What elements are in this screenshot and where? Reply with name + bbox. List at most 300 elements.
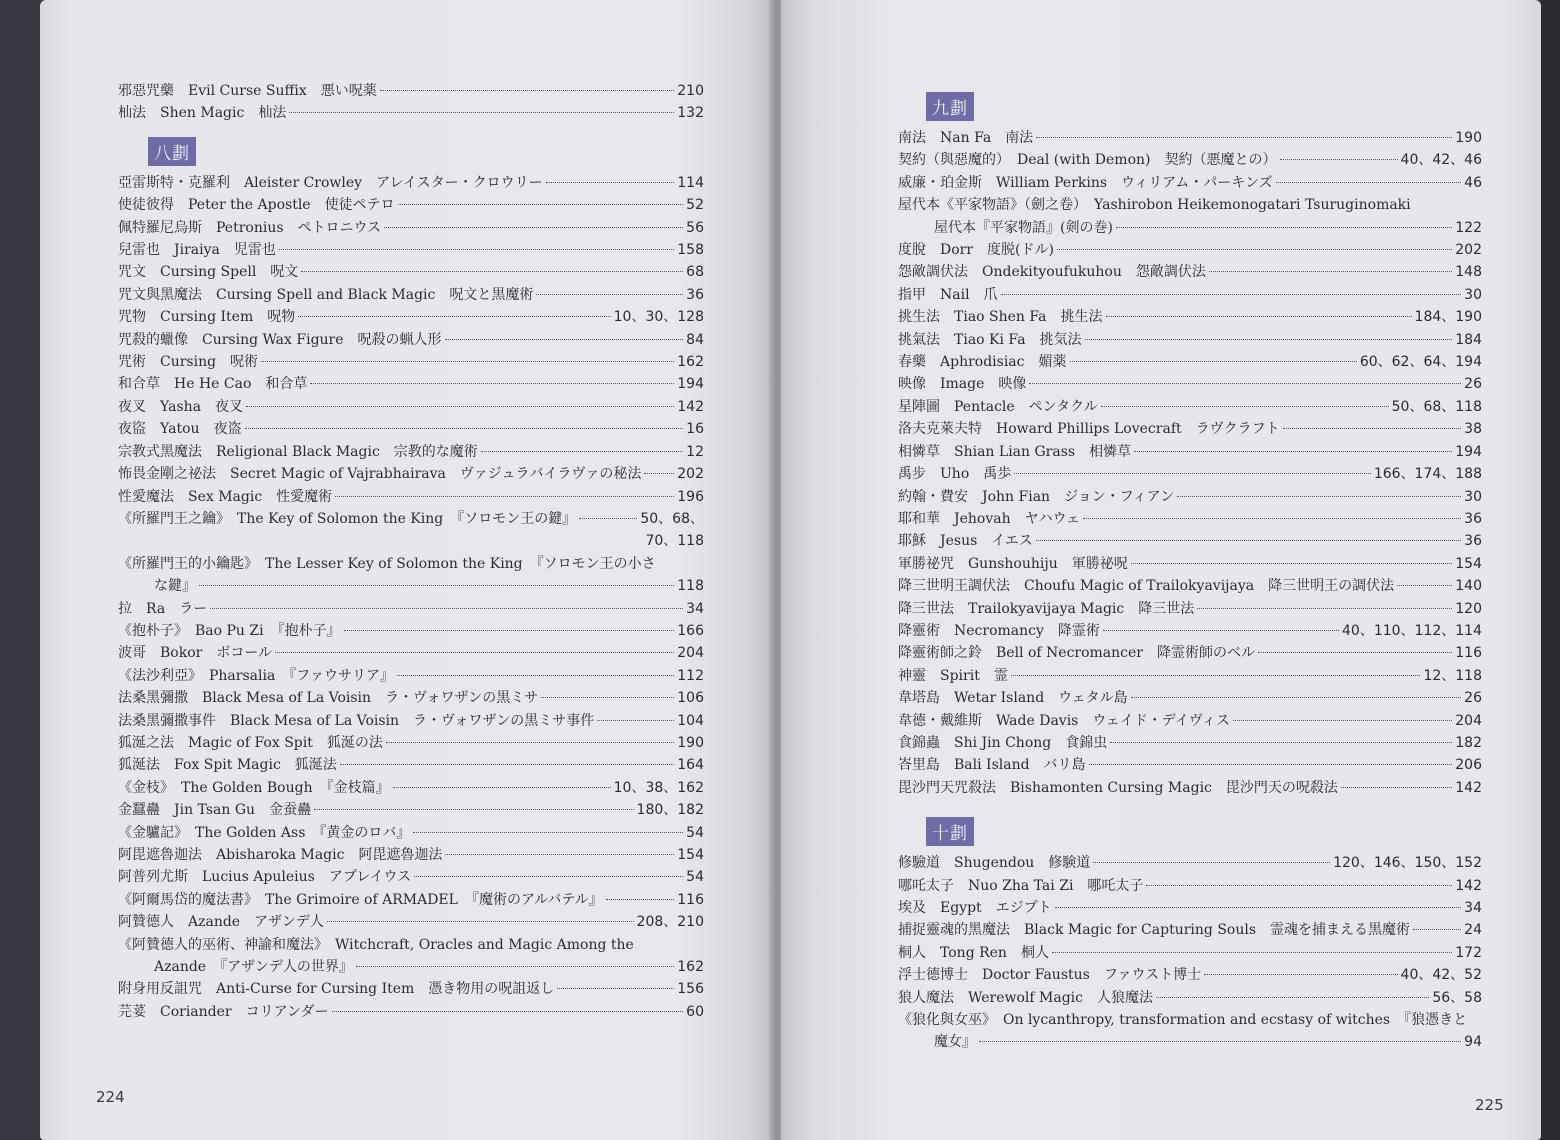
leader-dots xyxy=(314,809,633,810)
index-entry xyxy=(118,373,704,395)
leader-dots xyxy=(1103,630,1339,631)
leader-dots xyxy=(279,249,674,250)
entry-term-continuation: 魔女』 xyxy=(934,1034,976,1051)
index-entry xyxy=(898,553,1482,575)
index-entry xyxy=(118,172,704,194)
entry-page: 30 xyxy=(1464,488,1482,505)
entry-page: 54 xyxy=(686,824,704,841)
leader-dots xyxy=(1070,361,1357,362)
index-entry xyxy=(898,351,1482,373)
leader-dots xyxy=(1233,720,1452,721)
entry-page: 60、62、64、194 xyxy=(1359,354,1482,371)
section-heading-10: 十劃 xyxy=(926,817,974,846)
entry-page: 46 xyxy=(1464,174,1482,191)
entry-page: 208、210 xyxy=(636,914,704,931)
leader-dots xyxy=(275,652,674,653)
leader-dots xyxy=(1280,159,1398,160)
leader-dots xyxy=(1083,518,1461,519)
leader-dots xyxy=(1146,885,1452,886)
entry-term: 咒殺的蠟像 Cursing Wax Figure 呪殺の蝋人形 xyxy=(118,331,442,348)
entry-term: 《金枝》 The Golden Bough 『金枝篇』 xyxy=(118,779,390,796)
entry-page: 204 xyxy=(1455,712,1482,729)
index-entry xyxy=(898,754,1482,776)
entry-term: 約翰・費安 John Fian ジョン・フィアン xyxy=(898,488,1175,505)
leader-dots xyxy=(536,294,683,295)
leader-dots xyxy=(344,630,675,631)
index-entry xyxy=(118,822,704,844)
leader-dots xyxy=(1106,316,1412,317)
leader-dots xyxy=(1052,952,1452,953)
index-entry xyxy=(118,844,704,866)
index-entry xyxy=(118,418,704,440)
entry-page: 50、68、 xyxy=(640,510,704,527)
entry-page: 26 xyxy=(1464,376,1482,393)
index-entry xyxy=(898,852,1482,874)
index-entry xyxy=(898,942,1482,964)
leader-dots xyxy=(340,764,674,765)
entry-page: 10、38、162 xyxy=(613,779,704,796)
entry-term: 芫荽 Coriander コリアンダー xyxy=(118,1003,329,1020)
entry-term: 契約（與惡魔的） Deal (with Demon) 契約（悪魔との） xyxy=(898,152,1277,169)
index-entry xyxy=(898,172,1482,194)
leader-dots xyxy=(1258,652,1452,653)
entry-page: 114 xyxy=(677,174,704,191)
entry-page: 140 xyxy=(1455,578,1482,595)
index-entry xyxy=(118,261,704,283)
entry-term: 耶和華 Jehovah ヤハウェ xyxy=(898,510,1081,527)
leader-dots xyxy=(245,428,684,429)
leader-dots xyxy=(1055,907,1461,908)
leader-dots xyxy=(310,383,674,384)
leader-dots xyxy=(579,518,637,519)
entry-page: 206 xyxy=(1455,757,1482,774)
index-entry xyxy=(898,710,1482,732)
entry-term: 《阿爾馬岱的魔法書》 The Grimoire of ARMADEL 『魔術のアルバテル』 xyxy=(118,891,603,908)
entry-page: 40、42、52 xyxy=(1400,967,1482,984)
entry-page: 182 xyxy=(1455,734,1482,751)
index-entry xyxy=(118,194,704,216)
leader-dots xyxy=(445,339,684,340)
entry-page: 84 xyxy=(686,331,704,348)
index-entry xyxy=(898,396,1482,418)
entry-term: 亞雷斯特・克羅利 Aleister Crowley アレイスター・クロウリー xyxy=(118,174,543,191)
index-entry xyxy=(118,620,704,642)
index-entry xyxy=(118,710,704,732)
index-entry xyxy=(898,987,1482,1009)
index-entry xyxy=(118,396,704,418)
leader-dots xyxy=(1413,929,1461,930)
entry-page: 12 xyxy=(686,443,704,460)
entry-page: 104 xyxy=(677,712,704,729)
leader-dots xyxy=(1001,294,1462,295)
entry-term-continuation: Azande 『アザンデ人の世界』 xyxy=(154,959,353,976)
leader-dots xyxy=(380,90,674,91)
entry-page: 54 xyxy=(686,869,704,886)
entry-term: 性愛魔法 Sex Magic 性愛魔術 xyxy=(118,488,333,505)
entry-term: 哪吒太子 Nuo Zha Tai Zi 哪吒太子 xyxy=(898,877,1144,894)
entry-term: 南法 Nan Fa 南法 xyxy=(898,130,1034,146)
index-entry xyxy=(898,149,1482,171)
entry-page: 26 xyxy=(1464,690,1482,707)
leader-dots xyxy=(1131,563,1453,564)
index-entry xyxy=(118,508,704,530)
entry-page: 16 xyxy=(686,421,704,438)
entry-page: 10、30、128 xyxy=(613,309,704,326)
entry-page: 202 xyxy=(677,466,704,483)
entry-page: 94 xyxy=(1464,1034,1482,1051)
leader-dots xyxy=(301,271,683,272)
entry-term: 金蠶蠱 Jin Tsan Gu 金蚕蠱 xyxy=(118,802,312,819)
entry-page: 180、182 xyxy=(636,802,704,819)
entry-term: 毘沙門天咒殺法 Bishamonten Cursing Magic 毘沙門天の呪殺法 xyxy=(898,779,1338,796)
index-entry xyxy=(118,463,704,485)
entry-term: 怨敵調伏法 Ondekityoufukuhou 怨敵調伏法 xyxy=(898,264,1206,281)
entry-term: 阿普列尤斯 Lucius Apuleius アプレイウス xyxy=(118,869,412,886)
leader-dots xyxy=(1177,496,1461,497)
leader-dots xyxy=(210,608,683,609)
entry-term: 使徒彼得 Peter the Apostle 使徒ペテロ xyxy=(118,197,395,214)
leader-dots xyxy=(414,876,683,877)
entry-term: 指甲 Nail 爪 xyxy=(898,286,998,303)
entry-term: 宗教式黑魔法 Religional Black Magic 宗教的な魔術 xyxy=(118,443,478,460)
entry-page: 122 xyxy=(1455,219,1482,236)
index-entry-continuation xyxy=(118,956,704,978)
index-entry xyxy=(898,964,1482,986)
entry-page: 142 xyxy=(1455,779,1482,796)
leader-dots xyxy=(597,720,674,721)
entry-term: 咒物 Cursing Item 呪物 xyxy=(118,309,296,326)
index-entry-continuation xyxy=(118,575,704,597)
entry-term: 咒術 Cursing 呪術 xyxy=(118,354,259,371)
index-entry xyxy=(898,642,1482,664)
entry-term: 降靈術師之鈴 Bell of Necromancer 降霊術師のベル xyxy=(898,645,1255,662)
leader-dots xyxy=(1156,997,1429,998)
index-entry xyxy=(118,441,704,463)
leader-dots xyxy=(1057,249,1452,250)
leader-dots xyxy=(541,697,674,698)
entry-term: 《金驢記》 The Golden Ass 『黄金のロバ』 xyxy=(118,824,411,841)
section-heading-9: 九劃 xyxy=(926,92,974,121)
entry-term: 法桑黑彌撒事件 Black Mesa of La Voisin ラ・ヴォワザンの黒ミサ事件 xyxy=(118,712,595,729)
entry-page: 38 xyxy=(1464,421,1482,438)
leader-dots xyxy=(332,1011,684,1012)
entry-page: 154 xyxy=(677,847,704,863)
entry-term: 咒文 Cursing Spell 呪文 xyxy=(118,264,299,281)
entry-term: 《法沙利亞》 Pharsalia 『ファウサリア』 xyxy=(118,667,395,684)
index-entry xyxy=(898,194,1482,216)
entry-page: 56、58 xyxy=(1432,989,1482,1006)
entry-page: 190 xyxy=(677,734,704,751)
leader-dots xyxy=(298,316,610,317)
entry-page: 106 xyxy=(677,690,704,707)
entry-page: 166、174、188 xyxy=(1373,466,1482,483)
index-entry xyxy=(118,239,704,261)
entry-term: 邪惡咒藥 Evil Curse Suffix 悪い呪薬 xyxy=(118,83,377,99)
index-entry xyxy=(898,239,1482,261)
entry-term: 法桑黑彌撒 Black Mesa of La Voisin ラ・ヴォワザンの黒ミサ xyxy=(118,690,539,707)
entry-term: 狼人魔法 Werewolf Magic 人狼魔法 xyxy=(898,989,1153,1006)
entry-page: 142 xyxy=(677,398,704,415)
entry-term: 韋德・戴維斯 Wade Davis ウェイド・デイヴィス xyxy=(898,712,1230,729)
index-entry xyxy=(118,799,704,821)
entry-term: 捕捉靈魂的黑魔法 Black Magic for Capturing Souls 霊魂を捕まえる黒魔術 xyxy=(898,922,1411,939)
entry-term: 桐人 Tong Ren 桐人 xyxy=(898,944,1049,961)
index-entry xyxy=(118,911,704,933)
entry-page: 118 xyxy=(677,578,704,595)
index-entry xyxy=(118,978,704,1000)
index-entry xyxy=(118,777,704,799)
entry-term: 《狼化與女巫》 On lycanthropy, transformation and ecstasy of witches 『狼憑きと xyxy=(898,1012,1468,1029)
index-entry xyxy=(898,441,1482,463)
leader-dots xyxy=(398,204,684,205)
entry-term: 降靈術 Necromancy 降霊術 xyxy=(898,622,1100,639)
leader-dots xyxy=(1011,675,1421,676)
entry-term: 禹步 Uho 禹歩 xyxy=(898,466,1012,483)
entry-page: 40、110、112、114 xyxy=(1342,622,1482,639)
leader-dots xyxy=(1397,585,1452,586)
entry-page: 120 xyxy=(1455,600,1482,617)
entry-term: 韋塔島 Wetar Island ウェタル島 xyxy=(898,690,1128,707)
entry-page: 184 xyxy=(1455,331,1482,348)
index-entry xyxy=(118,642,704,664)
index-entry xyxy=(898,875,1482,897)
index-entry xyxy=(118,351,704,373)
index-entry xyxy=(118,80,704,102)
entry-page: 154 xyxy=(1455,555,1482,572)
index-entry xyxy=(118,754,704,776)
entry-page: 116 xyxy=(677,891,704,908)
leader-dots xyxy=(481,451,683,452)
index-entry xyxy=(118,217,704,239)
index-entry-continuation xyxy=(898,217,1482,239)
index-entry xyxy=(898,508,1482,530)
entry-term: 挑氣法 Tiao Ki Fa 挑気法 xyxy=(898,331,1082,348)
leader-dots xyxy=(1197,608,1452,609)
index-entry xyxy=(118,598,704,620)
entry-term: 《抱朴子》 Bao Pu Zi 『抱朴子』 xyxy=(118,622,341,639)
entry-page: 194 xyxy=(1455,443,1482,460)
entry-page: 112 xyxy=(677,667,704,684)
leader-dots xyxy=(199,585,674,586)
leader-dots xyxy=(397,675,674,676)
entry-page-continuation: 70、118 xyxy=(645,533,704,550)
leader-dots xyxy=(1283,428,1462,429)
leader-dots xyxy=(606,899,675,900)
index-entry xyxy=(898,897,1482,919)
entry-page: 34 xyxy=(1464,900,1482,916)
index-entry xyxy=(898,1009,1482,1031)
entry-page: 202 xyxy=(1455,242,1482,259)
entry-term-continuation: な鍵』 xyxy=(154,578,196,595)
leader-dots xyxy=(1089,764,1453,765)
entry-term: 降三世法 Trailokyavijaya Magic 降三世法 xyxy=(898,600,1195,617)
entry-term: 相憐草 Shian Lian Grass 相憐草 xyxy=(898,443,1132,460)
entry-term: 星陣圖 Pentacle ペンタクル xyxy=(898,398,1098,415)
index-entry xyxy=(898,665,1482,687)
entry-page: 210 xyxy=(677,83,704,99)
index-entry xyxy=(898,284,1482,306)
entry-term: 屋代本《平家物語》（劍之卷） Yashirobon Heikemonogatari Tsuruginomaki xyxy=(898,197,1411,214)
entry-page: 164 xyxy=(677,757,704,774)
entry-term: 兒雷也 Jiraiya 児雷也 xyxy=(118,242,276,259)
index-entry xyxy=(898,620,1482,642)
index-entry xyxy=(898,486,1482,508)
entry-term: 波哥 Bokor ボコール xyxy=(118,645,273,662)
leader-dots xyxy=(386,742,674,743)
leader-dots xyxy=(1341,787,1452,788)
entry-page: 204 xyxy=(677,645,704,662)
index-entry xyxy=(898,463,1482,485)
left-section-entries xyxy=(118,172,704,1023)
index-entry xyxy=(118,102,704,124)
leader-dots xyxy=(1134,451,1452,452)
page-edge xyxy=(1541,0,1560,1140)
entry-page: 116 xyxy=(1455,645,1482,662)
entry-page: 50、68、118 xyxy=(1391,398,1482,415)
entry-term: 《阿贊德人的巫術、神諭和魔法》 Witchcraft, Oracles and Magic Among the xyxy=(118,936,634,953)
index-entry xyxy=(898,530,1482,552)
entry-page: 142 xyxy=(1455,877,1482,894)
entry-page: 196 xyxy=(677,488,704,505)
index-entry xyxy=(118,284,704,306)
index-entry xyxy=(118,306,704,328)
index-entry xyxy=(898,127,1482,149)
leader-dots xyxy=(546,182,675,183)
leader-dots xyxy=(393,787,611,788)
leader-dots xyxy=(1085,339,1453,340)
index-entry xyxy=(898,306,1482,328)
entry-page: 162 xyxy=(677,354,704,371)
entry-page: 60 xyxy=(686,1003,704,1020)
entry-term: 佩特羅尼烏斯 Petronius ペトロニウス xyxy=(118,219,382,236)
entry-term: 浮士德博士 Doctor Faustus ファウスト博士 xyxy=(898,967,1202,984)
entry-term: 峇里島 Bali Island バリ島 xyxy=(898,757,1086,774)
index-entry xyxy=(898,575,1482,597)
entry-term: 狐涎之法 Magic of Fox Spit 狐涎の法 xyxy=(118,734,383,751)
index-entry xyxy=(118,866,704,888)
index-entry-continuation xyxy=(898,1031,1482,1053)
entry-page: 166 xyxy=(677,622,704,639)
index-entry xyxy=(898,373,1482,395)
index-entry xyxy=(898,261,1482,283)
entry-page: 158 xyxy=(677,242,704,259)
left-top-entries xyxy=(118,80,704,125)
page-number-right: 225 xyxy=(1475,1096,1504,1114)
leader-dots xyxy=(384,227,683,228)
index-entry xyxy=(898,598,1482,620)
index-entry xyxy=(118,687,704,709)
entry-page: 36 xyxy=(1464,533,1482,550)
leader-dots xyxy=(335,496,674,497)
entry-term: 拉 Ra ラー xyxy=(118,600,208,617)
entry-term: 降三世明王調伏法 Choufu Magic of Trailokyavijaya 降三世明王の調伏法 xyxy=(898,578,1395,595)
section-10-entries xyxy=(898,852,1482,1054)
leader-dots xyxy=(1209,271,1452,272)
entry-term: 怖畏金剛之祕法 Secret Magic of Vajrabhairava ヴァジュラバイラヴァの秘法 xyxy=(118,466,642,483)
leader-dots xyxy=(1131,697,1462,698)
entry-page: 52 xyxy=(686,197,704,214)
leader-dots xyxy=(1116,227,1452,228)
index-entry xyxy=(118,553,704,575)
section-9-entries xyxy=(898,127,1482,799)
leader-dots xyxy=(644,473,674,474)
entry-term: 修驗道 Shugendou 修験道 xyxy=(898,855,1091,872)
entry-term: 阿毘遮魯迦法 Abisharoka Magic 阿毘遮魯迦法 xyxy=(118,847,443,863)
entry-page: 184、190 xyxy=(1414,309,1482,326)
left-index-column xyxy=(118,80,704,1023)
entry-term: 狐涎法 Fox Spit Magic 狐涎法 xyxy=(118,757,337,774)
leader-dots xyxy=(1036,137,1452,138)
leader-dots xyxy=(1204,974,1397,975)
entry-term: 杣法 Shen Magic 杣法 xyxy=(118,105,287,122)
entry-term: 《所羅門王之鑰》 The Key of Solomon the King 『ソロモン王の鍵』 xyxy=(118,510,577,527)
entry-term: 威廉・珀金斯 William Perkins ウィリアム・パーキンズ xyxy=(898,174,1273,191)
entry-term-continuation: 屋代本『平家物語』(剣の巻) xyxy=(934,219,1113,236)
index-entry-continuation xyxy=(118,530,704,552)
entry-term: 挑生法 Tiao Shen Fa 挑生法 xyxy=(898,309,1103,326)
index-entry xyxy=(898,329,1482,351)
entry-term: 度脫 Dorr 度脱(ドル) xyxy=(898,242,1054,259)
leader-dots xyxy=(979,1041,1461,1042)
leader-dots xyxy=(1110,742,1452,743)
leader-dots xyxy=(557,988,674,989)
index-entry xyxy=(898,687,1482,709)
entry-term: 夜盜 Yatou 夜盗 xyxy=(118,421,242,438)
index-entry xyxy=(898,919,1482,941)
entry-term: 神靈 Spirit 霊 xyxy=(898,667,1008,684)
entry-page: 194 xyxy=(677,376,704,393)
index-entry xyxy=(118,889,704,911)
leader-dots xyxy=(445,854,674,855)
entry-page: 120、146、150、152 xyxy=(1333,855,1482,872)
entry-page: 156 xyxy=(677,981,704,998)
leader-dots xyxy=(261,361,674,362)
index-entry xyxy=(898,418,1482,440)
entry-page: 34 xyxy=(686,600,704,617)
entry-page: 30 xyxy=(1464,286,1482,303)
leader-dots xyxy=(1276,182,1461,183)
entry-term: 埃及 Egypt エジプト xyxy=(898,900,1052,916)
leader-dots xyxy=(327,921,634,922)
leader-dots xyxy=(1029,383,1461,384)
index-entry xyxy=(118,329,704,351)
entry-term: 映像 Image 映像 xyxy=(898,376,1027,393)
entry-term: 阿贊德人 Azande アザンデ人 xyxy=(118,914,324,931)
entry-term: 《所羅門王的小鑰匙》 The Lesser Key of Solomon the King 『ソロモン王の小さ xyxy=(118,555,656,572)
entry-page: 24 xyxy=(1464,922,1482,939)
entry-term: 洛夫克萊夫特 Howard Phillips Lovecraft ラヴクラフト xyxy=(898,421,1280,438)
leader-dots xyxy=(1014,473,1371,474)
entry-term: 食錦蟲 Shi Jin Chong 食錦虫 xyxy=(898,734,1108,751)
entry-page: 40、42、46 xyxy=(1400,152,1482,169)
leader-dots xyxy=(246,406,674,407)
index-entry xyxy=(118,934,704,956)
index-entry xyxy=(898,777,1482,799)
index-entry xyxy=(118,486,704,508)
entry-term: 附身用反詛咒 Anti-Curse for Cursing Item 憑き物用の呪詛返し xyxy=(118,981,555,998)
entry-term: 和合草 He He Cao 和合草 xyxy=(118,376,308,393)
entry-page: 172 xyxy=(1455,944,1482,961)
leader-dots xyxy=(1101,406,1389,407)
entry-page: 190 xyxy=(1455,130,1482,146)
entry-term: 夜叉 Yasha 夜叉 xyxy=(118,398,244,415)
entry-page: 36 xyxy=(686,286,704,303)
entry-page: 36 xyxy=(1464,510,1482,527)
entry-term: 咒文與黑魔法 Cursing Spell and Black Magic 呪文と黒魔術 xyxy=(118,286,534,303)
index-entry xyxy=(118,732,704,754)
entry-term: 耶穌 Jesus イエス xyxy=(898,533,1033,550)
leader-dots xyxy=(356,966,674,967)
